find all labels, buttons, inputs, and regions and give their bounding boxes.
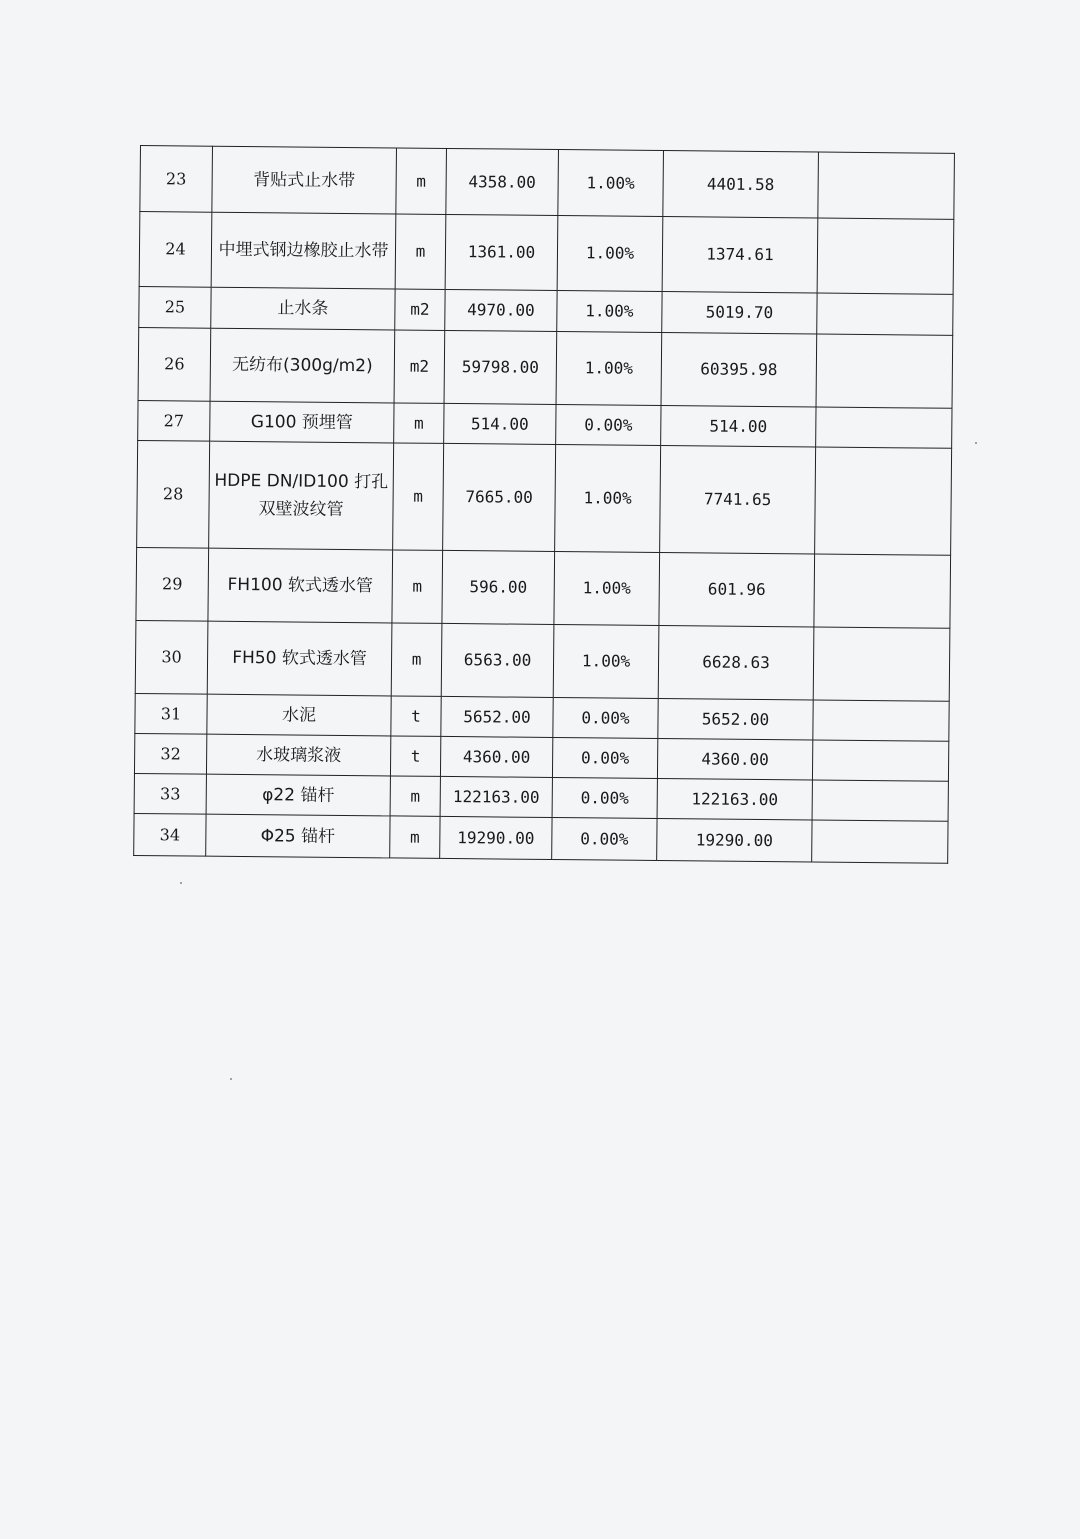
total-quantity: 601.96 — [659, 553, 815, 627]
quantity: 4970.00 — [445, 289, 557, 331]
loss-rate: 1.00% — [554, 551, 660, 625]
material-name: FH50 软式透水管 — [207, 621, 392, 696]
total-quantity: 5019.70 — [662, 292, 817, 334]
total-quantity: 122163.00 — [657, 778, 812, 819]
scan-speck — [180, 882, 182, 884]
material-name: 止水条 — [211, 287, 395, 330]
remark — [812, 820, 948, 863]
row-number: 26 — [138, 327, 211, 401]
table-row — [134, 813, 948, 863]
quantity: 59798.00 — [444, 330, 557, 404]
loss-rate: 1.00% — [553, 624, 659, 698]
row-number: 30 — [135, 620, 208, 694]
remark — [812, 740, 948, 781]
loss-rate: 0.00% — [556, 405, 661, 446]
material-name: 无纺布(300g/m2) — [210, 328, 395, 403]
quantity: 6563.00 — [441, 623, 554, 697]
quantity: 7665.00 — [443, 443, 556, 551]
quantity: 4360.00 — [440, 736, 552, 777]
table-row — [138, 327, 953, 408]
loss-rate: 1.00% — [557, 216, 663, 292]
total-quantity: 19290.00 — [657, 818, 812, 861]
row-number: 31 — [135, 693, 207, 734]
quantity: 596.00 — [442, 550, 555, 624]
loss-rate: 0.00% — [552, 737, 657, 778]
material-name: 水玻璃浆液 — [206, 734, 390, 776]
unit: m — [393, 443, 444, 550]
unit: m — [391, 623, 442, 696]
remark — [813, 627, 950, 701]
remark — [813, 700, 949, 741]
material-name: 背贴式止水带 — [212, 146, 397, 214]
material-name: Φ25 锚杆 — [206, 814, 390, 858]
loss-rate: 0.00% — [552, 777, 657, 818]
row-number: 25 — [139, 286, 211, 328]
scan-speck — [230, 1078, 232, 1080]
total-quantity: 7741.65 — [660, 446, 816, 554]
remark — [817, 293, 953, 335]
material-name: 水泥 — [207, 694, 391, 736]
unit: t — [390, 736, 440, 776]
remark — [812, 780, 948, 821]
table-row — [137, 440, 952, 555]
material-name: G100 预埋管 — [210, 401, 394, 443]
loss-rate: 1.00% — [556, 332, 662, 406]
loss-rate: 0.00% — [553, 697, 658, 738]
loss-rate: 1.00% — [555, 445, 661, 553]
remark — [815, 447, 952, 555]
material-table-wrapper — [133, 145, 954, 864]
loss-rate: 1.00% — [557, 291, 662, 333]
unit: t — [391, 696, 441, 736]
unit: m — [396, 148, 447, 214]
remark — [818, 152, 955, 219]
total-quantity: 4360.00 — [657, 738, 812, 779]
table-row — [140, 146, 955, 220]
quantity: 19290.00 — [440, 816, 552, 859]
unit: m2 — [394, 330, 445, 403]
remark — [817, 218, 954, 294]
row-number: 28 — [137, 440, 210, 548]
unit: m — [395, 214, 446, 289]
quantity: 5652.00 — [441, 696, 553, 737]
loss-rate: 0.00% — [552, 817, 657, 860]
material-name: FH100 软式透水管 — [208, 548, 393, 623]
material-table — [133, 145, 955, 864]
row-number: 23 — [140, 146, 213, 213]
unit: m — [392, 550, 443, 623]
total-quantity: 4401.58 — [663, 151, 819, 218]
scan-speck — [975, 442, 977, 444]
material-name: 中埋式钢边橡胶止水带 — [211, 212, 396, 289]
table-row — [135, 620, 950, 701]
row-number: 29 — [136, 547, 209, 621]
unit: m — [394, 403, 444, 443]
unit: m — [390, 816, 440, 858]
material-name: φ22 锚杆 — [206, 774, 390, 816]
quantity: 514.00 — [444, 403, 556, 444]
row-number: 24 — [139, 212, 212, 288]
remark — [816, 407, 952, 448]
row-number: 27 — [138, 400, 210, 441]
quantity: 1361.00 — [445, 214, 558, 290]
total-quantity: 1374.61 — [662, 217, 818, 293]
material-name: HDPE DN/ID100 打孔双壁波纹管 — [209, 441, 394, 550]
table-row — [136, 547, 951, 628]
unit: m — [390, 776, 440, 816]
table-row — [139, 212, 954, 295]
total-quantity: 6628.63 — [658, 626, 814, 700]
quantity: 122163.00 — [440, 776, 552, 817]
total-quantity: 60395.98 — [661, 333, 817, 407]
remark — [816, 334, 953, 408]
remark — [814, 554, 951, 628]
row-number: 32 — [134, 733, 206, 774]
unit: m2 — [395, 289, 445, 330]
row-number: 34 — [134, 813, 206, 856]
total-quantity: 514.00 — [661, 406, 816, 447]
total-quantity: 5652.00 — [658, 698, 813, 739]
row-number: 33 — [134, 773, 206, 814]
quantity: 4358.00 — [446, 148, 559, 215]
loss-rate: 1.00% — [558, 150, 664, 217]
